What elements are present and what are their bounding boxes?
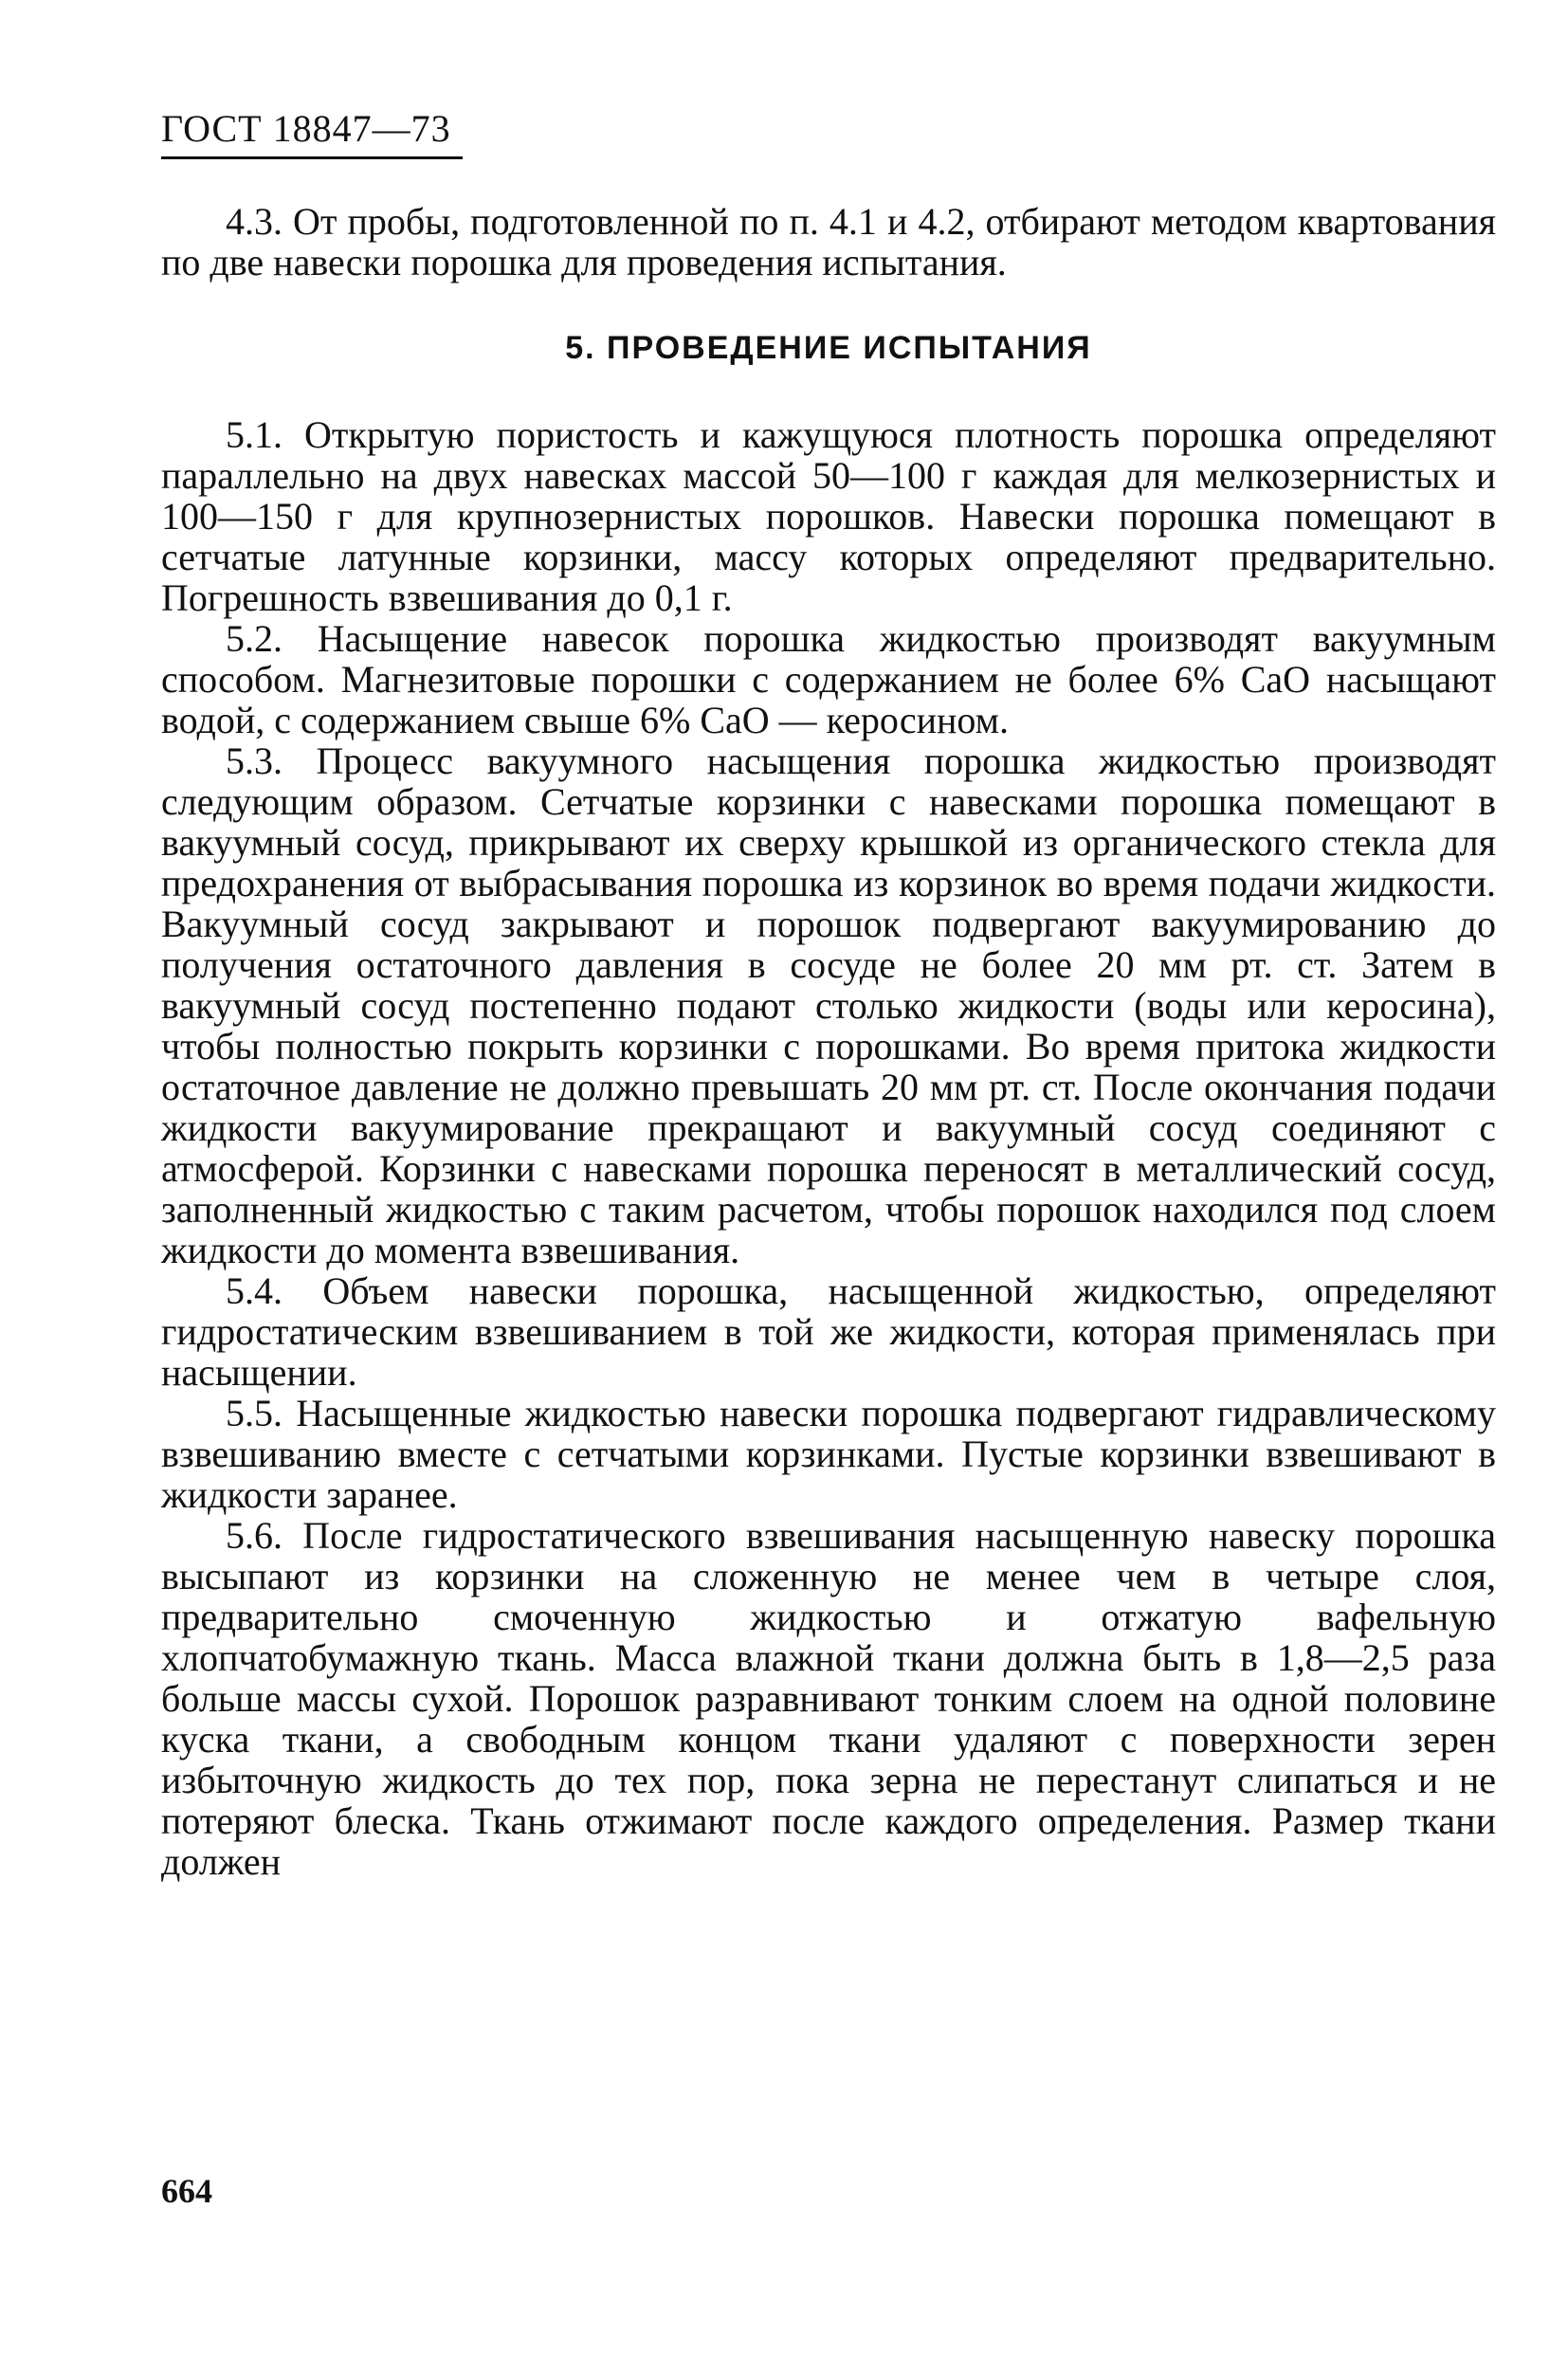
- header-rule: [161, 156, 463, 159]
- section-heading-5: 5. ПРОВЕДЕНИЕ ИСПЫТАНИЯ: [565, 330, 1092, 366]
- standard-header: ГОСТ 18847—73: [161, 107, 451, 150]
- paragraph-5-5: 5.5. Насыщенные жидкостью навески порошка подвергают гидравлическому взвешиванию вместе с сетчатыми корзинками. Пустые корзинки взвешивают в жидкости заранее.: [161, 1392, 1496, 1516]
- paragraph-5-6: 5.6. После гидростатического взвешивания насыщенную навеску порошка высыпают из корзинки на сложенную не менее чем в четыре слоя, предварительно смоченную жидкостью и отжатую вафельную хлопчатобумажную ткань. Масса влажной ткани должна быть в 1,8—2,5 раза больше массы сухой. Порошок разравнивают тонким слоем на одной половине куска ткани, а свободным концом ткани удаляют с поверхности зерен избыточную жидкость до тех пор, пока зерна не перестанут слипаться и не потеряют блеска. Ткань отжимают после каждого определения. Размер ткани должен: [161, 1514, 1496, 1883]
- page-number: 664: [161, 2172, 212, 2210]
- paragraph-5-2: 5.2. Насыщение навесок порошка жидкостью производят вакуумным способом. Магнезитовые порошки с содержанием не более 6% CaO насыщают водой, с содержанием свыше 6% CaO — керосином.: [161, 617, 1496, 741]
- paragraph-5-4: 5.4. Объем навески порошка, насыщенной жидкостью, определяют гидростатическим взвешиванием в той же жидкости, которая применялась при насыщении.: [161, 1269, 1496, 1394]
- paragraph-4-3: 4.3. От пробы, подготовленной по п. 4.1 и 4.2, отбирают методом квартования по две навески порошка для проведения испытания.: [161, 200, 1496, 283]
- document-body: [161, 201, 1496, 1882]
- paragraph-5-1: 5.1. Открытую пористость и кажущуюся плотность порошка определяют параллельно на двух навесках массой 50—100 г каждая для мелкозернистых и 100—150 г для крупнозернистых порошков. Навески порошка помещают в сетчатые латунные корзинки, массу которых определяют предварительно. Погрешность взвешивания до 0,1 г.: [161, 413, 1496, 619]
- paragraph-5-3: 5.3. Процесс вакуумного насыщения порошка жидкостью производят следующим образом. Сетчатые корзинки с навесками порошка помещают в вакуумный сосуд, прикрывают их сверху крышкой из органического стекла для предохранения от выбрасывания порошка из корзинок во время подачи жидкости. Вакуумный сосуд закрывают и порошок подвергают вакуумированию до получения остаточного давления в сосуде не более 20 мм рт. ст. Затем в вакуумный сосуд постепенно подают столько жидкости (воды или керосина), чтобы полностью покрыть корзинки с порошками. Во время притока жидкости остаточное давление не должно превышать 20 мм рт. ст. После окончания подачи жидкости вакуумирование прекращают и вакуумный сосуд соединяют с атмосферой. Корзинки с навесками порошка переносят в металлический сосуд, заполненный жидкостью с таким расчетом, чтобы порошок находился под слоем жидкости до момента взвешивания.: [161, 739, 1496, 1271]
